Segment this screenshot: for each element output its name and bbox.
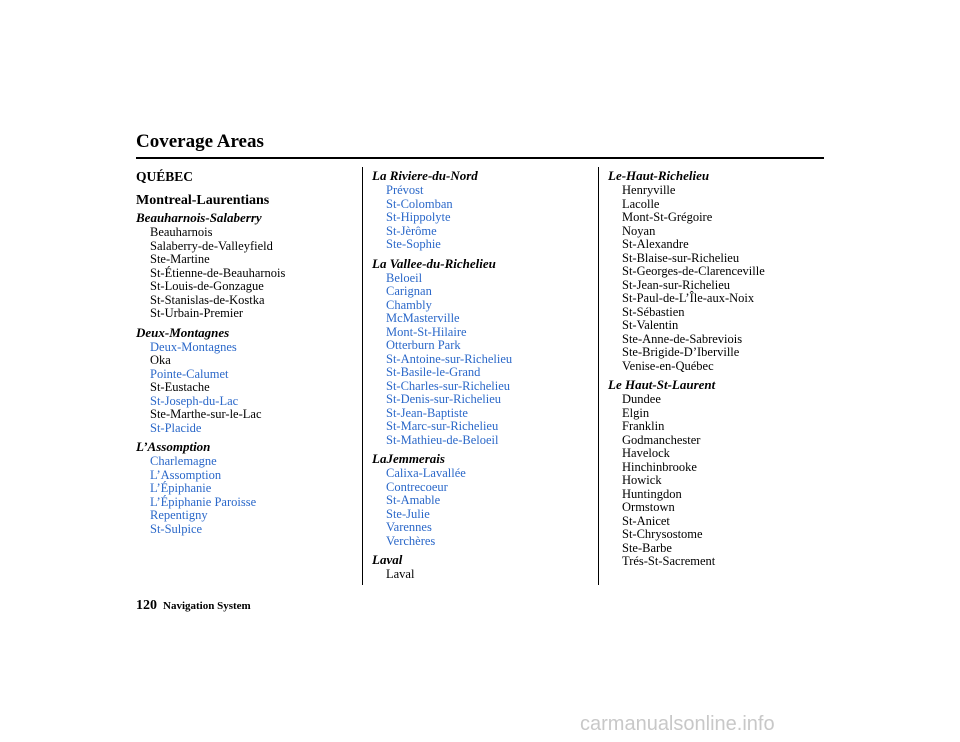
- town-link[interactable]: L’Épiphanie Paroisse: [150, 494, 257, 509]
- column-3-regions: [608, 168, 828, 569]
- town-item: Beauharnois: [150, 225, 213, 239]
- region-heading: La Riviere-du-Nord: [372, 168, 478, 183]
- town-item: Venise-en-Québec: [622, 358, 714, 373]
- region-heading: LaJemmerais: [372, 451, 445, 466]
- column-2: [372, 168, 592, 582]
- watermark: carmanualsonline.info: [580, 713, 775, 735]
- column-2-regions: [372, 168, 592, 582]
- title-rule: [136, 157, 824, 159]
- town-link[interactable]: St-Hippolyte: [386, 210, 451, 224]
- town-item: Noyan: [622, 223, 656, 238]
- town-link[interactable]: Charlemagne: [150, 454, 217, 468]
- town-item: Elgin: [622, 405, 650, 420]
- town-item: Ormstown: [622, 500, 675, 514]
- town-link[interactable]: St-Antoine-sur-Richelieu: [386, 351, 513, 366]
- town-item: St-Paul-de-L’Île-aux-Noix: [622, 291, 755, 305]
- town-link[interactable]: St-Charles-sur-Richelieu: [386, 378, 511, 393]
- town-list: [372, 272, 592, 448]
- town-list: [372, 568, 592, 582]
- town-link[interactable]: Pointe-Calumet: [150, 366, 229, 381]
- page-number: 120: [136, 598, 157, 613]
- town-item: Mont-St-Grégoire: [622, 210, 713, 224]
- town-item: St-Louis-de-Gonzague: [150, 279, 264, 293]
- town-link[interactable]: Carignan: [386, 284, 432, 298]
- footer-label: Navigation System: [163, 600, 251, 612]
- town-item: St-Stanislas-de-Kostka: [150, 292, 265, 307]
- province-heading: QUÉBEC: [136, 169, 194, 184]
- town-link[interactable]: Prévost: [386, 183, 424, 197]
- town-item: St-Étienne-de-Beauharnois: [150, 265, 286, 280]
- town-item: Laval: [386, 567, 415, 581]
- town-item: Hinchinbrooke: [622, 459, 697, 474]
- town-item: Howick: [622, 473, 662, 487]
- town-link[interactable]: St-Sulpice: [150, 521, 203, 536]
- town-link[interactable]: St-Basile-le-Grand: [386, 365, 481, 379]
- town-link[interactable]: St-Marc-sur-Richelieu: [386, 419, 499, 433]
- town-item: St-Georges-de-Clarenceville: [622, 264, 765, 278]
- region-heading: Deux-Montagnes: [136, 324, 230, 340]
- town-item: Dundee: [622, 392, 661, 406]
- town-link[interactable]: Mont-St-Hilaire: [386, 324, 467, 339]
- column-3: [608, 168, 828, 569]
- town-link[interactable]: Ste-Julie: [386, 506, 430, 521]
- town-item: Havelock: [622, 446, 670, 460]
- town-link[interactable]: Varennes: [386, 520, 432, 534]
- town-item: St-Alexandre: [622, 237, 689, 251]
- page-footer: [136, 598, 251, 614]
- town-item: St-Anicet: [622, 513, 670, 528]
- area-heading: Montreal-Laurentians: [136, 193, 270, 208]
- town-list: [136, 226, 356, 321]
- town-link[interactable]: L’Épiphanie: [150, 481, 212, 495]
- column-1-regions: [136, 210, 356, 536]
- region-heading: Beauharnois-Salaberry: [136, 210, 262, 225]
- region-heading: La Vallee-du-Richelieu: [372, 255, 496, 271]
- town-item: Ste-Martine: [150, 252, 210, 266]
- town-item: St-Chrysostome: [622, 527, 703, 541]
- town-item: Lacolle: [622, 196, 660, 211]
- town-list: [608, 393, 828, 569]
- page-title: Coverage Areas: [136, 131, 264, 152]
- town-item: St-Urbain-Premier: [150, 306, 244, 320]
- town-item: St-Eustache: [150, 380, 210, 394]
- region-heading: L’Assomption: [136, 439, 211, 454]
- town-list: [372, 184, 592, 252]
- town-link[interactable]: St-Jean-Baptiste: [386, 405, 468, 420]
- town-item: Ste-Anne-de-Sabreviois: [622, 331, 743, 346]
- town-item: Oka: [150, 353, 171, 367]
- town-link[interactable]: Calixa-Lavallée: [386, 466, 466, 480]
- town-link[interactable]: St-Colomban: [386, 196, 453, 211]
- town-link[interactable]: Repentigny: [150, 508, 208, 522]
- town-item: Ste-Barbe: [622, 540, 672, 555]
- town-link[interactable]: Chambly: [386, 297, 432, 312]
- column-divider: [598, 167, 599, 585]
- town-link[interactable]: Deux-Montagnes: [150, 339, 237, 354]
- town-item: St-Blaise-sur-Richelieu: [622, 250, 740, 265]
- town-list: [136, 455, 356, 536]
- column-1: [136, 168, 356, 536]
- town-item: Henryville: [622, 183, 676, 197]
- town-list: [608, 184, 828, 373]
- town-link[interactable]: St-Jèrôme: [386, 223, 437, 238]
- region-heading: Laval: [372, 552, 403, 567]
- town-item: Ste-Brigide-D’Iberville: [622, 345, 740, 359]
- town-link[interactable]: St-Mathieu-de-Beloeil: [386, 432, 499, 447]
- region-heading: Le Haut-St-Laurent: [608, 377, 716, 392]
- town-link[interactable]: Ste-Sophie: [386, 237, 441, 251]
- town-item: Franklin: [622, 419, 665, 433]
- town-link[interactable]: Beloeil: [386, 270, 423, 285]
- region-heading: Le-Haut-Richelieu: [608, 168, 710, 183]
- town-item: St-Valentin: [622, 318, 679, 332]
- town-link[interactable]: McMasterville: [386, 311, 460, 325]
- town-list: [136, 341, 356, 436]
- town-link[interactable]: L’Assomption: [150, 467, 222, 482]
- town-item: Salaberry-de-Valleyfield: [150, 238, 273, 253]
- town-link[interactable]: Otterburn Park: [386, 338, 461, 352]
- town-item: Ste-Marthe-sur-le-Lac: [150, 407, 262, 421]
- town-link[interactable]: Verchères: [386, 533, 436, 548]
- town-link[interactable]: St-Joseph-du-Lac: [150, 393, 239, 408]
- town-item: Godmanchester: [622, 432, 701, 447]
- town-link[interactable]: St-Amable: [386, 493, 441, 507]
- town-item: Trés-St-Sacrement: [622, 554, 716, 568]
- town-item: Huntingdon: [622, 486, 682, 501]
- town-link[interactable]: Contrecoeur: [386, 479, 448, 494]
- town-link[interactable]: St-Denis-sur-Richelieu: [386, 392, 502, 406]
- town-item: St-Sébastien: [622, 304, 685, 319]
- town-link[interactable]: St-Placide: [150, 420, 202, 435]
- town-list: [372, 467, 592, 548]
- column-divider: [362, 167, 363, 585]
- town-item: St-Jean-sur-Richelieu: [622, 277, 731, 292]
